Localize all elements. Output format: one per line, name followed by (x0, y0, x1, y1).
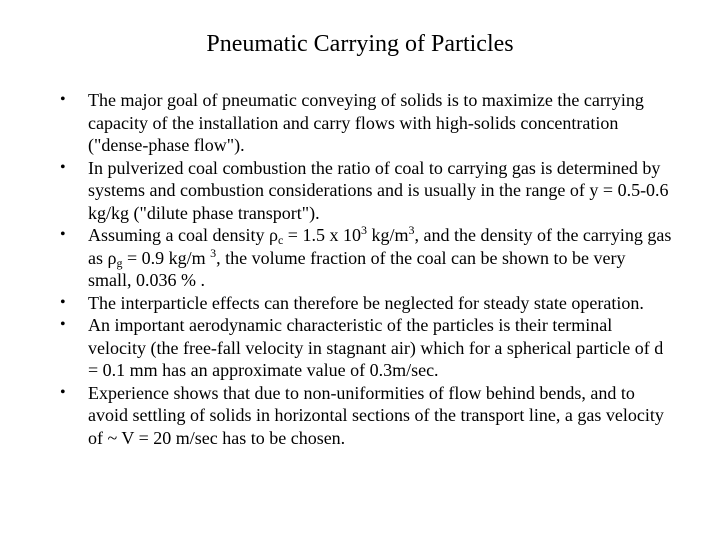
bullet-list (60, 89, 672, 449)
bullet-dot-icon: • (60, 293, 66, 311)
bullet-text: Experience shows that due to non-uniformities of flow behind bends, and to avoid settling of solids in horizontal sections of the transport line, a gas velocity of ~ V = 20 m/sec has to be chosen. (88, 382, 664, 448)
bullet-text-part: kg/m (366, 225, 409, 245)
bullet-dot-icon: • (60, 383, 66, 401)
bullet-text: In pulverized coal combustion the ratio of coal to carrying gas is determined by systems and combustion considerations and is usually in the range of y = 0.5-0.6 kg/kg ("dilute phase transport"). (88, 157, 669, 223)
bullet-item-terminal-velocity (60, 314, 672, 382)
slide-title: Pneumatic Carrying of Particles (206, 31, 514, 57)
bullet-text-part: = 0.9 kg/m (122, 247, 211, 268)
bullet-dot-icon: • (60, 226, 66, 243)
bullet-text: An important aerodynamic characteristic of the particles is their terminal velocity (the free-fall velocity in stagnant air) which for a spherical particle of d = 0.1 mm has an approximate value of 0.3m/sec. (88, 315, 664, 380)
bullet-item-goal (60, 89, 672, 157)
bullet-item-gas-velocity (60, 382, 672, 450)
superscript-cubic: 3 (408, 223, 415, 237)
bullet-text-part: , the volume fraction of the coal can be shown to be very small, 0.036 % . (88, 247, 626, 290)
bullet-text-part: = 1.5 x 10 (283, 225, 361, 245)
superscript-exponent: 3 (360, 223, 367, 237)
subscript-g: g (116, 255, 123, 270)
subscript-c: c (277, 233, 284, 247)
superscript-cubic: 3 (210, 245, 217, 260)
bullet-dot-icon: • (60, 316, 66, 333)
bullet-dot-icon: • (60, 91, 66, 108)
bullet-text: The interparticle effects can therefore be neglected for steady state operation. (88, 292, 644, 313)
bullet-item-interparticle (60, 292, 672, 315)
bullet-item-coal-density (60, 224, 672, 292)
bullet-item-coal-ratio (60, 157, 672, 225)
bullet-text-part: Assuming a coal density ρ (88, 225, 278, 245)
bullet-text: The major goal of pneumatic conveying of solids is to maximize the carrying capacity of the installation and carry flows with high-solids concentration ("dense-phase flow"). (88, 90, 644, 155)
bullet-text-part: , and the density of the carrying gas as ρ (88, 225, 672, 268)
bullet-dot-icon: • (60, 158, 66, 176)
